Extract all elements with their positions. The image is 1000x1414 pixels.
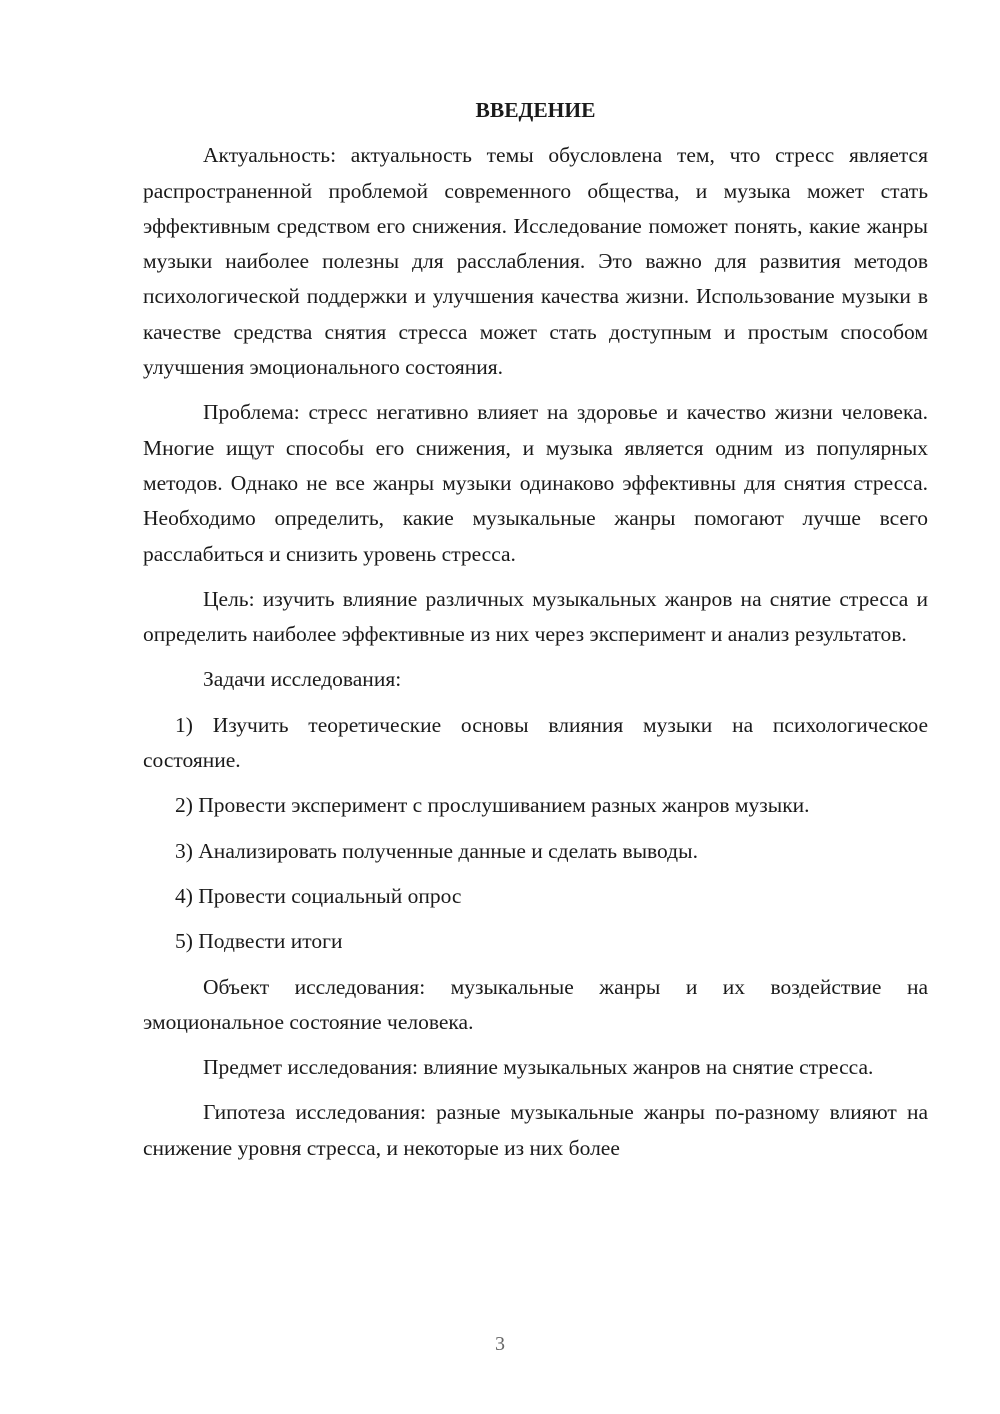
task-item-2: 2) Провести эксперимент с прослушиванием разных жанров музыки. bbox=[175, 793, 810, 818]
paragraph-problem: Проблема: стресс негативно влияет на здоровье и качество жизни человека. Многие ищут способы его снижения, и музыка является одним из популярных методов. Однако не все жанры музыки одинаково эффективны для снятия стресса. Необходимо определить, какие музыкальные жанры помогают лучше всего расслабиться и снизить уровень стресса. bbox=[143, 400, 928, 566]
task-item-5: 5) Подвести итоги bbox=[175, 929, 343, 954]
task-item-3: 3) Анализировать полученные данные и сделать выводы. bbox=[175, 838, 698, 863]
page-number: 3 bbox=[495, 1333, 505, 1355]
paragraph-object: Объект исследования: музыкальные жанры и их воздействие на эмоциональное состояние человека. bbox=[143, 974, 928, 1034]
paragraph-goal: Цель: изучить влияние различных музыкальных жанров на снятие стресса и определить наиболее эффективные из них через эксперимент и анализ результатов. bbox=[143, 586, 928, 647]
task-item-4: 4) Провести социальный опрос bbox=[175, 883, 462, 908]
paragraph-relevance: Актуальность: актуальность темы обусловлена тем, что стресс является распространенной проблемой современного общества, и музыка может стать эффективным средством его снижения. Исследование поможет понять, какие жанры музыки наиболее полезны для расслабления. Это важно для развития методов психологической поддержки и улучшения качества жизни. Использование музыки в качестве средства снятия стресса может стать доступным и простым способом улучшения эмоционального состояния. bbox=[143, 143, 928, 380]
section-title: ВВЕДЕНИЕ bbox=[475, 98, 596, 122]
page-content bbox=[143, 93, 928, 1176]
paragraph-subject: Предмет исследования: влияние музыкальных жанров на снятие стресса. bbox=[203, 1055, 874, 1080]
paragraph-hypothesis: Гипотеза исследования: разные музыкальные жанры по-разному влияют на снижение уровня стресса, и некоторые из них более bbox=[143, 1100, 928, 1160]
tasks-heading: Задачи исследования: bbox=[203, 667, 402, 692]
task-item-1: 1) Изучить теоретические основы влияния музыки на психологическое состояние. bbox=[143, 712, 928, 773]
